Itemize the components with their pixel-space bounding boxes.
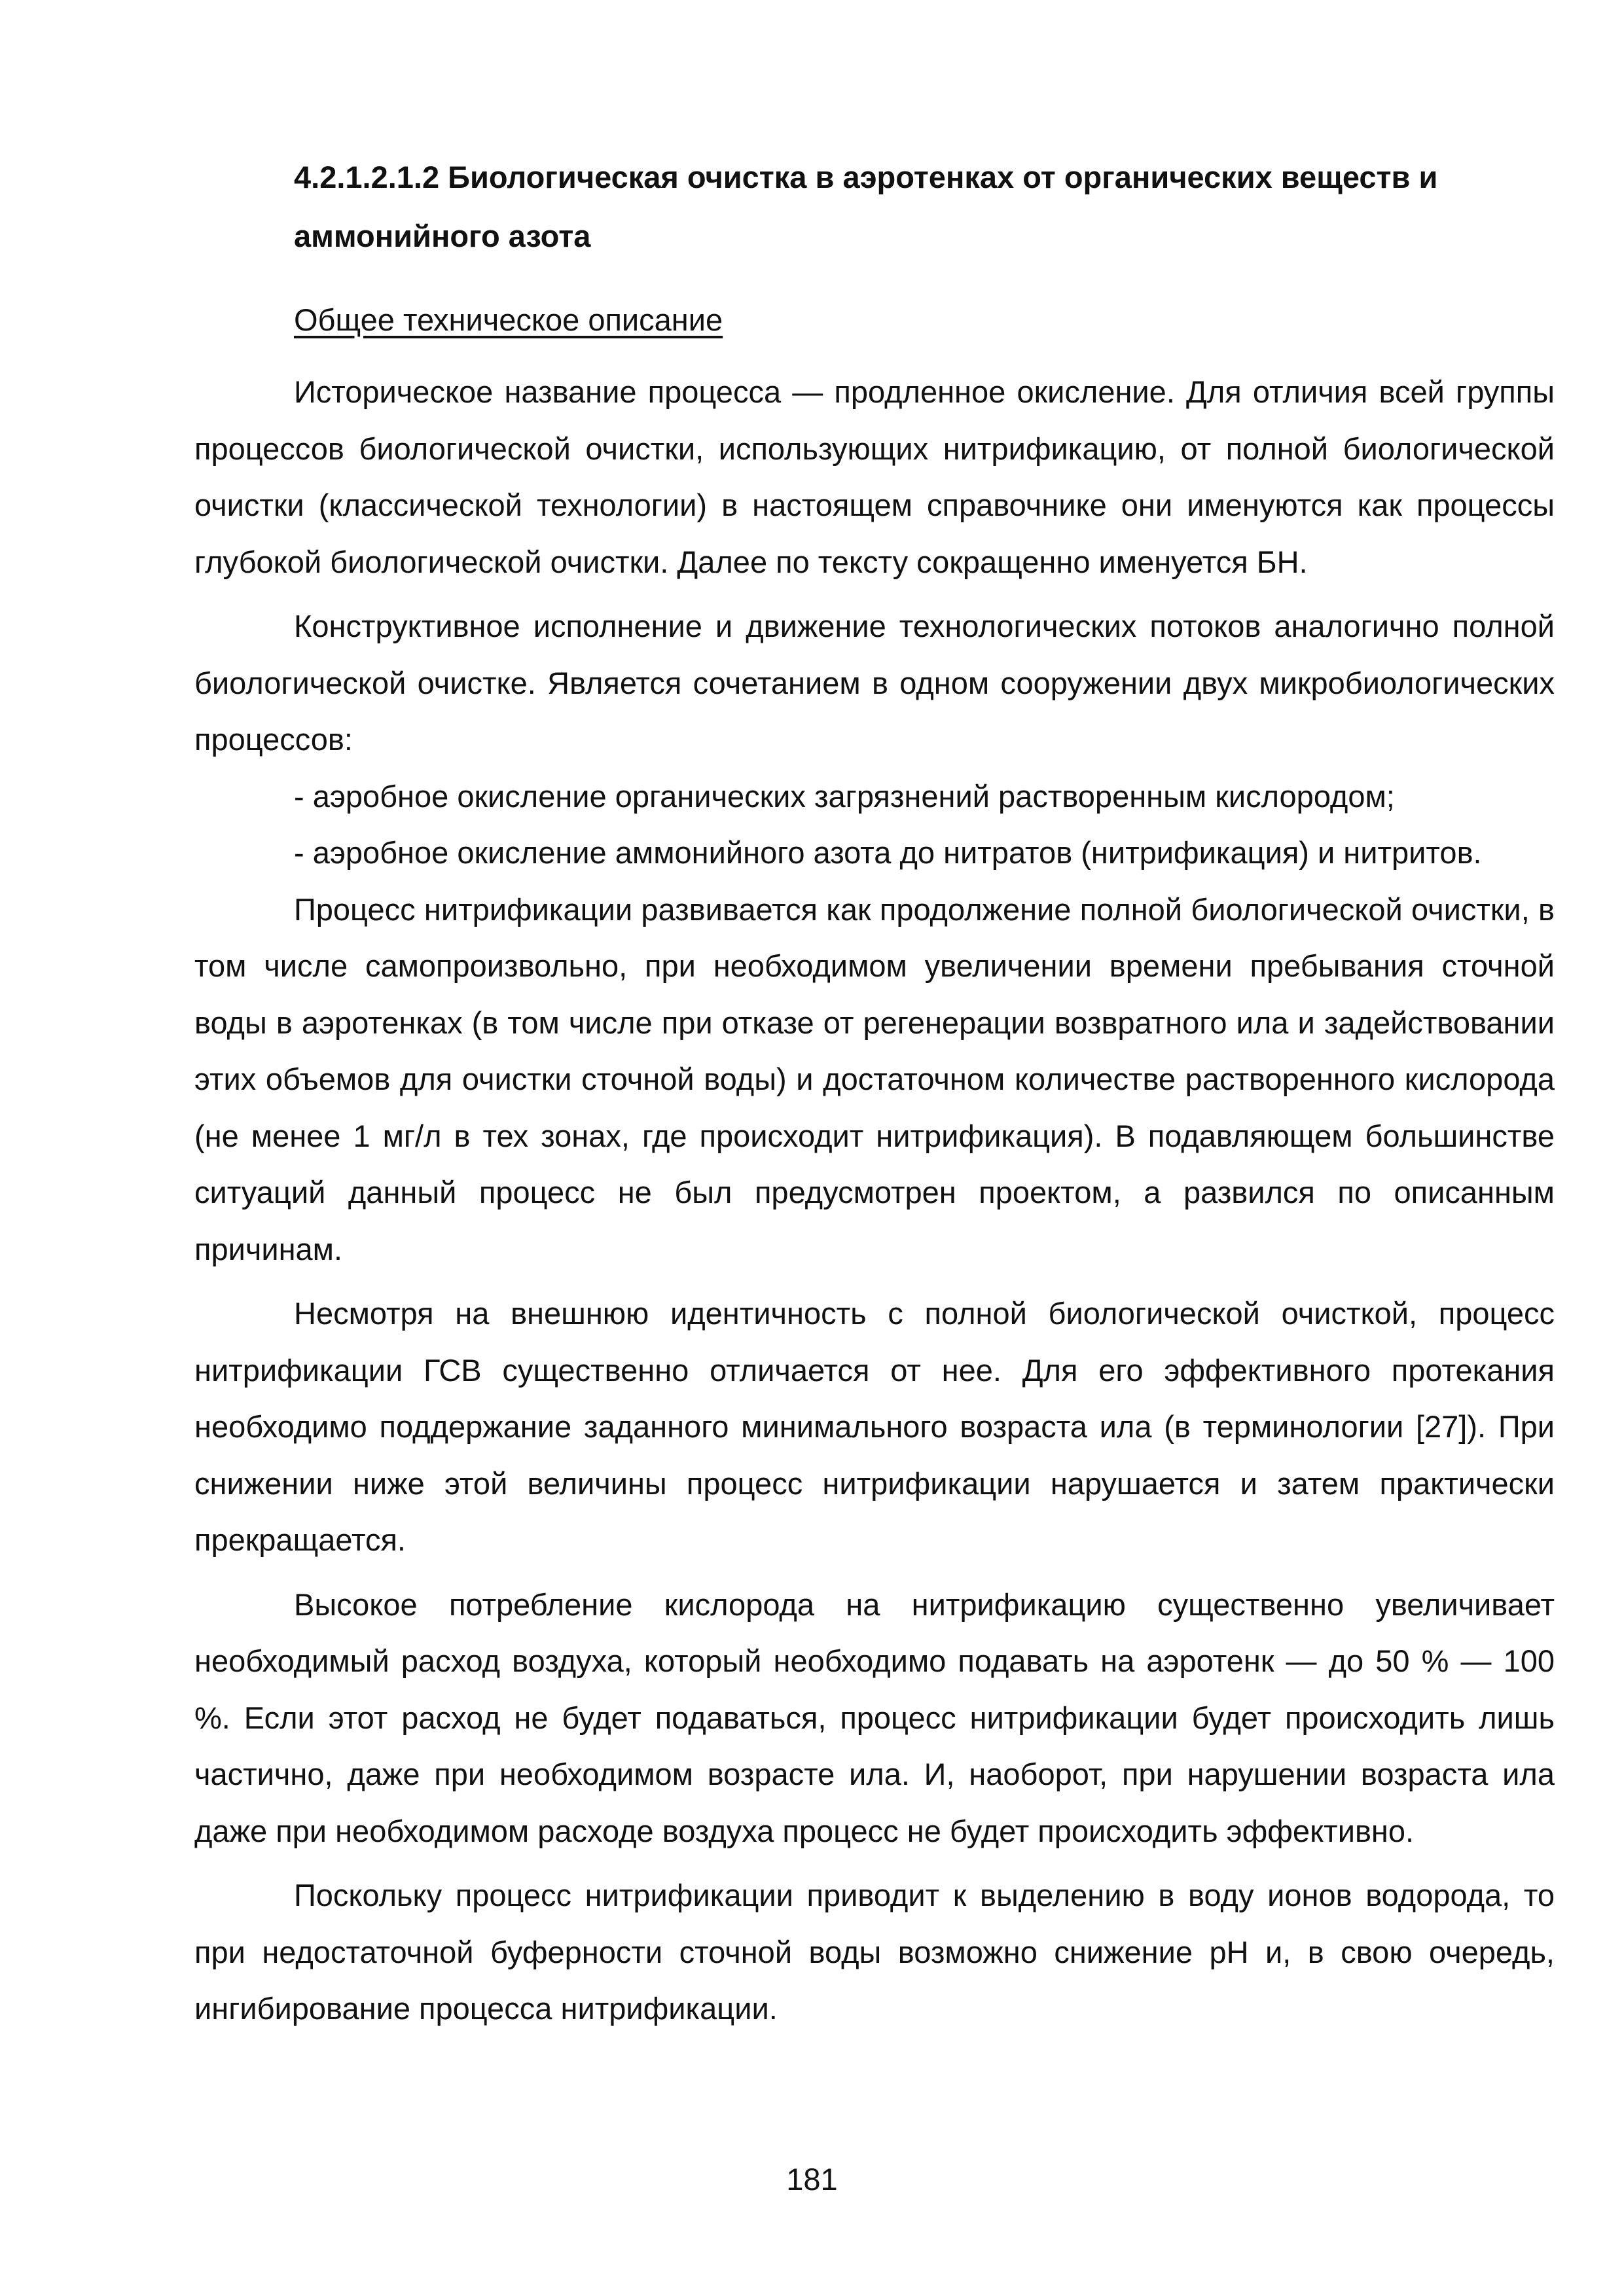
subsection-title: Общее техническое описание xyxy=(294,302,723,337)
paragraph-sludge-age: Несмотря на внешнюю идентичность с полной биологической очисткой, процесс нитрификации ГСВ существенно отличается от нее. Для его эффективного протекания необходимо поддержание заданного минимального возраста ила (в терминологии [27]). При снижении ниже этой величины процесс нитрификации нарушается и затем практически прекращается. xyxy=(194,1296,1555,1557)
page-content xyxy=(194,148,1555,2037)
section-heading: 4.2.1.2.1.2 Биологическая очистка в аэротенках от органических веществ и аммонийного азота xyxy=(294,160,1438,253)
paragraph-oxygen-demand: Высокое потребление кислорода на нитрификацию существенно увеличивает необходимый расход воздуха, который необходимо подавать на аэротенк — до 50 % — 100 %. Если этот расход не будет подаваться, процесс нитрификации будет происходить лишь частично, даже при необходимом возрасте ила. И, наоборот, при нарушении возраста ила даже при необходимом расходе воздуха процесс не будет происходить эффективно. xyxy=(194,1587,1555,1848)
list-item-aerobic-organic: - аэробное окисление органических загрязнений растворенным кислородом; xyxy=(294,778,1395,814)
page-number: 181 xyxy=(786,2162,838,2197)
paragraph-nitrification-process: Процесс нитрификации развивается как продолжение полной биологической очистки, в том числе самопроизвольно, при необходимом увеличении времени пребывания сточной воды в аэротенках (в том числе при отказе от регенерации возвратного ила и задействовании этих объемов для очистки сточной воды) и достаточном количестве растворенного кислорода (не менее 1 мг/л в тех зонах, где происходит нитрификация). В подавляющем большинстве ситуаций данный процесс не был предусмотрен проектом, а развился по описанным причинам. xyxy=(194,891,1555,1266)
paragraph-ph-inhibition: Поскольку процесс нитрификации приводит к выделению в воду ионов водорода, то при недостаточной буферности сточной воды возможно снижение pH и, в свою очередь, ингибирование процесса нитрификации. xyxy=(194,1878,1555,2026)
paragraph-historical-name: Историческое название процесса — продленное окисление. Для отличия всей группы процессов биологической очистки, использующих нитрификацию, от полной биологической очистки (классической технологии) в настоящем справочнике они именуются как процессы глубокой биологической очистки. Далее по тексту сокращенно именуется БН. xyxy=(194,374,1555,579)
paragraph-construction: Конструктивное исполнение и движение технологических потоков аналогично полной биологической очистке. Является сочетанием в одном сооружении двух микробиологических процессов: xyxy=(194,609,1555,757)
list-item-aerobic-ammonium: - аэробное окисление аммонийного азота до нитратов (нитрификация) и нитритов. xyxy=(294,835,1482,870)
